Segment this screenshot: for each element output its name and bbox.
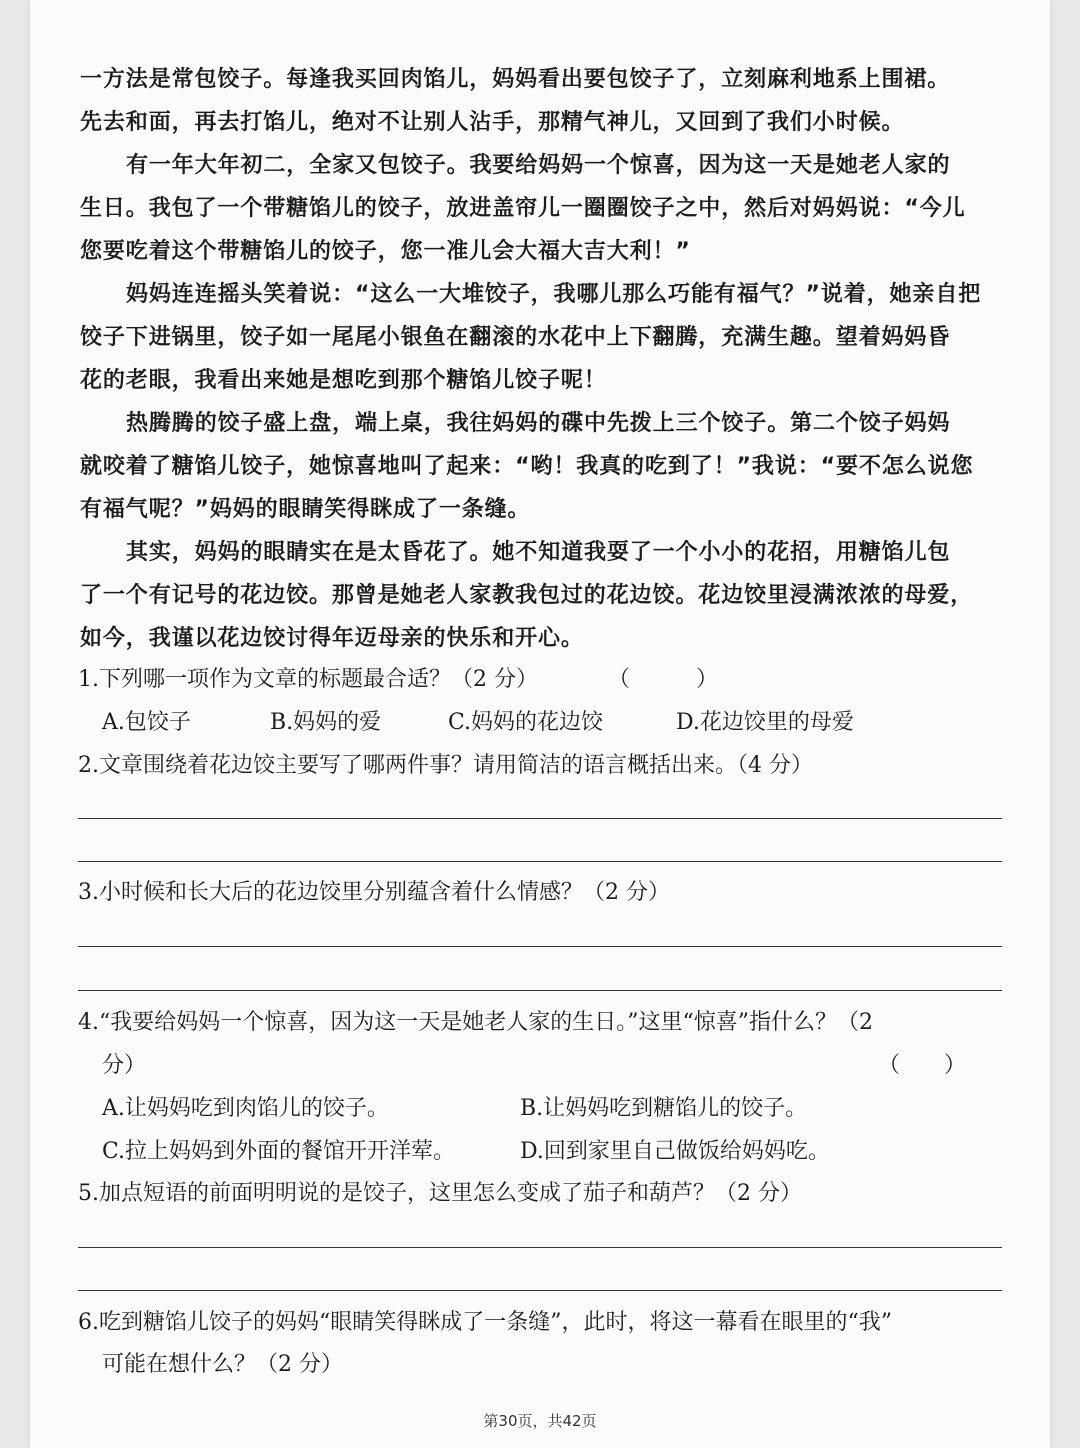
passage-line: 如今，我谨以花边饺讨得年迈母亲的快乐和开心。 bbox=[80, 626, 584, 651]
question-6-text-continued: 可能在想什么？（2 分） bbox=[102, 1352, 343, 1377]
answer-line-q2-2[interactable] bbox=[78, 861, 1002, 862]
answer-line-q3-2[interactable] bbox=[78, 990, 1002, 991]
q4-option-b[interactable]: B.让妈妈吃到糖馅儿的饺子。 bbox=[520, 1096, 808, 1121]
question-5-text: 5.加点短语的前面明明说的是饺子，这里怎么变成了茄子和葫芦？（2 分） bbox=[78, 1181, 802, 1206]
answer-line-q3-1[interactable] bbox=[78, 946, 1002, 947]
question-1-text: 1.下列哪一项作为文章的标题最合适？（2 分） bbox=[78, 667, 538, 692]
passage-line: 其实，妈妈的眼睛实在是太昏花了。她不知道我耍了一个小小的花招，用糖馅儿包 bbox=[126, 540, 951, 565]
q1-option-a[interactable]: A.包饺子 bbox=[102, 710, 191, 735]
passage-line: 您要吃着这个带糖馅儿的饺子，您一准儿会大福大吉大利！” bbox=[80, 239, 691, 264]
passage-line: 妈妈连连摇头笑着说：“这么一大堆饺子，我哪儿那么巧能有福气？”说着，她亲自把 bbox=[126, 282, 982, 307]
passage-line: 有一年大年初二，全家又包饺子。我要给妈妈一个惊喜，因为这一天是她老人家的 bbox=[126, 153, 951, 178]
passage-line: 热腾腾的饺子盛上盘，端上桌，我往妈妈的碟中先拨上三个饺子。第二个饺子妈妈 bbox=[126, 411, 951, 436]
passage-line: 有福气呢？”妈妈的眼睛笑得眯成了一条缝。 bbox=[80, 497, 531, 522]
question-3-text: 3.小时候和长大后的花边饺里分别蕴含着什么情感？（2 分） bbox=[78, 880, 670, 905]
q4-option-a[interactable]: A.让妈妈吃到肉馅儿的饺子。 bbox=[102, 1096, 389, 1121]
passage-line: 就咬着了糖馅儿饺子，她惊喜地叫了起来：“哟！我真的吃到了！”我说：“要不怎么说您 bbox=[80, 454, 974, 479]
passage-line: 一方法是常包饺子。每逢我买回肉馅儿，妈妈看出要包饺子了，立刻麻利地系上围裙。 bbox=[80, 67, 951, 92]
q1-option-b[interactable]: B.妈妈的爱 bbox=[270, 710, 382, 735]
reading-passage bbox=[80, 58, 1002, 660]
q4-option-d[interactable]: D.回到家里自己做饭给妈妈吃。 bbox=[520, 1139, 830, 1164]
answer-line-q5-2[interactable] bbox=[78, 1290, 1002, 1291]
q1-option-c[interactable]: C.妈妈的花边饺 bbox=[448, 710, 604, 735]
question-4-text: 4.“我要给妈妈一个惊喜，因为这一天是她老人家的生日。”这里“惊喜”指什么？（2 bbox=[78, 1010, 873, 1035]
question-6-text: 6.吃到糖馅儿饺子的妈妈“眼睛笑得眯成了一条缝”，此时，将这一幕看在眼里的“我” bbox=[78, 1310, 892, 1335]
passage-line: 先去和面，再去打馅儿，绝对不让别人沾手，那精气神儿，又回到了我们小时候。 bbox=[80, 110, 905, 135]
passage-line: 了一个有记号的花边饺。那曾是她老人家教我包过的花边饺。花边饺里浸满浓浓的母爱， bbox=[80, 583, 974, 608]
page-number: 第30页，共42页 bbox=[483, 1412, 597, 1430]
passage-line: 生日。我包了一个带糖馅儿的饺子，放进盖帘儿一圈圈饺子之中，然后对妈妈说：“今儿 bbox=[80, 196, 966, 221]
answer-line-q5-1[interactable] bbox=[78, 1247, 1002, 1248]
passage-line: 饺子下进锅里，饺子如一尾尾小银鱼在翻滚的水花中上下翻腾，充满生趣。望着妈妈昏 bbox=[80, 325, 951, 350]
question-2-text: 2.文章围绕着花边饺主要写了哪两件事？请用简洁的语言概括出来。（4 分） bbox=[78, 753, 813, 778]
answer-line-q2-1[interactable] bbox=[78, 818, 1002, 819]
question-4-text-continued: 分） bbox=[102, 1053, 147, 1078]
q1-option-d[interactable]: D.花边饺里的母爱 bbox=[676, 710, 854, 735]
passage-line: 花的老眼，我看出来她是想吃到那个糖馅儿饺子呢！ bbox=[80, 368, 607, 393]
question-1-answer-bracket[interactable]: （ ） bbox=[608, 667, 719, 692]
exam-page bbox=[30, 0, 1050, 1448]
q4-option-c[interactable]: C.拉上妈妈到外面的餐馆开开洋荤。 bbox=[102, 1139, 456, 1164]
question-4-answer-bracket[interactable]: （ ） bbox=[878, 1053, 967, 1078]
